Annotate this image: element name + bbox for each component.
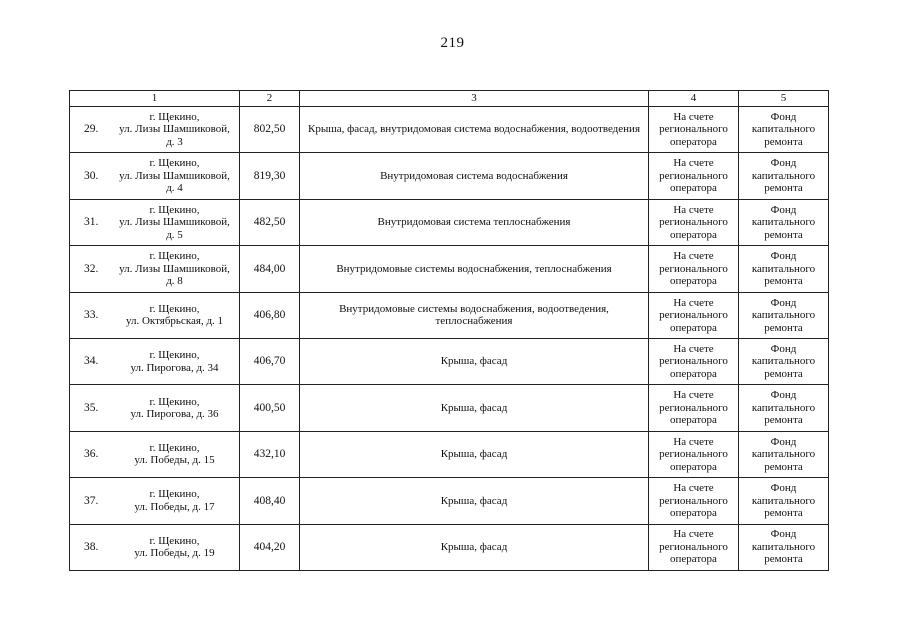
- funding-source-line: оператора: [670, 135, 717, 148]
- owner-line: Фонд: [770, 296, 797, 309]
- address-line: д. 5: [166, 228, 183, 241]
- funding-source-line: На счете: [673, 203, 714, 216]
- col-header-3: 3: [300, 91, 649, 107]
- area-cell: 819,30: [240, 153, 300, 199]
- address-cell-inner: [74, 396, 235, 421]
- owner-line: капитального: [751, 309, 816, 321]
- table-row: [70, 292, 829, 338]
- address-line: г. Щекино,: [149, 441, 200, 454]
- address-line: ул. Лизы Шамшиковой,: [119, 216, 230, 229]
- owner-cell: [739, 478, 829, 524]
- address-cell-inner: [74, 204, 235, 242]
- address-line: ул. Победы, д. 17: [134, 500, 215, 513]
- address-cell: [70, 107, 240, 153]
- address-cell-inner: [74, 111, 235, 149]
- owner-line: капитального: [751, 494, 816, 507]
- funding-source-line: На счете: [673, 528, 714, 541]
- address-text: [114, 250, 235, 288]
- funding-source-line: оператора: [670, 321, 717, 334]
- funding-source-line: На счете: [673, 435, 714, 448]
- funding-source-line: На счете: [673, 342, 714, 355]
- funding-source-cell: [649, 524, 739, 570]
- owner-line: ремонта: [764, 553, 803, 566]
- address-line: г. Щекино,: [149, 110, 200, 123]
- address-text: [114, 442, 235, 467]
- row-number: 34.: [84, 355, 99, 368]
- address-cell: [70, 153, 240, 199]
- table-row: [70, 246, 829, 292]
- funding-source-cell: [649, 385, 739, 431]
- address-line: ул. Пирогова, д. 36: [130, 408, 219, 421]
- owner-line: капитального: [751, 355, 816, 368]
- address-line: д. 3: [166, 135, 183, 148]
- address-line: ул. Лизы Шамшиковой,: [119, 123, 230, 136]
- page-number: 219: [440, 35, 465, 51]
- address-text: [114, 157, 235, 195]
- funding-source-line: На счете: [673, 389, 714, 402]
- owner-line: ремонта: [764, 135, 803, 148]
- owner-line: капитального: [751, 262, 816, 275]
- address-text: [114, 396, 235, 421]
- funding-source-line: На счете: [673, 157, 714, 170]
- address-line: ул. Лизы Шамшиковой,: [119, 169, 230, 182]
- table-row: [70, 153, 829, 199]
- owner-line: Фонд: [770, 389, 797, 402]
- area-cell: 432,10: [240, 431, 300, 477]
- area-cell: 406,80: [240, 292, 300, 338]
- works-cell: Крыша, фасад: [300, 431, 649, 477]
- address-cell: [70, 199, 240, 245]
- col-header-5: 5: [739, 91, 829, 107]
- address-cell: [70, 478, 240, 524]
- address-text: [114, 349, 235, 374]
- owner-line: Фонд: [770, 250, 797, 263]
- funding-source-cell: [649, 338, 739, 384]
- owner-cell: [739, 524, 829, 570]
- owner-line: капитального: [751, 169, 816, 182]
- area-cell: 408,40: [240, 478, 300, 524]
- works-cell: Крыша, фасад: [300, 478, 649, 524]
- works-cell: Внутридомовые системы водоснабжения, теплоснабжения: [300, 246, 649, 292]
- row-number: 31.: [84, 216, 99, 229]
- address-line: д. 4: [166, 182, 183, 195]
- address-line: г. Щекино,: [149, 302, 200, 315]
- table-row: [70, 431, 829, 477]
- works-cell: Крыша, фасад, внутридомовая система водоснабжения, водоотведения: [300, 107, 649, 153]
- funding-source-line: оператора: [670, 553, 717, 566]
- address-text: [114, 204, 235, 242]
- funding-source-line: регионального: [659, 494, 728, 507]
- address-line: г. Щекино,: [149, 203, 200, 216]
- area-cell: 484,00: [240, 246, 300, 292]
- address-text: [114, 488, 235, 513]
- table-row: [70, 478, 829, 524]
- area-cell: 802,50: [240, 107, 300, 153]
- address-line: ул. Победы, д. 19: [134, 547, 215, 560]
- funding-source-line: регионального: [659, 123, 728, 136]
- table-row: [70, 199, 829, 245]
- address-line: ул. Победы, д. 15: [134, 454, 215, 467]
- funding-source-line: оператора: [670, 228, 717, 241]
- owner-line: Фонд: [770, 435, 797, 448]
- address-line: г. Щекино,: [149, 534, 200, 547]
- funding-source-line: регионального: [659, 448, 728, 461]
- owner-cell: [739, 107, 829, 153]
- address-cell: [70, 338, 240, 384]
- funding-source-line: оператора: [670, 414, 717, 427]
- works-cell: Внутридомовая система водоснабжения: [300, 153, 649, 199]
- owner-line: капитального: [751, 448, 816, 461]
- col-header-2: 2: [240, 91, 300, 107]
- funding-source-cell: [649, 153, 739, 199]
- funding-source-cell: [649, 431, 739, 477]
- owner-line: Фонд: [770, 528, 797, 541]
- col-header-4: 4: [649, 91, 739, 107]
- address-text: [114, 111, 235, 149]
- funding-source-line: оператора: [670, 507, 717, 520]
- address-cell-inner: [74, 349, 235, 374]
- register-table: [69, 90, 829, 571]
- funding-source-line: оператора: [670, 182, 717, 195]
- row-number: 30.: [84, 169, 99, 182]
- owner-line: Фонд: [770, 157, 797, 170]
- address-cell-inner: [74, 535, 235, 560]
- address-text: [114, 303, 235, 328]
- owner-line: ремонта: [764, 507, 803, 520]
- address-line: ул. Лизы Шамшиковой,: [119, 262, 230, 275]
- address-cell: [70, 292, 240, 338]
- owner-cell: [739, 431, 829, 477]
- funding-source-cell: [649, 478, 739, 524]
- owner-line: капитального: [751, 216, 816, 229]
- header-row: [70, 91, 829, 107]
- funding-source-line: регионального: [659, 309, 728, 321]
- funding-source-line: регионального: [659, 262, 728, 275]
- funding-source-line: оператора: [670, 275, 717, 288]
- area-cell: 404,20: [240, 524, 300, 570]
- owner-line: ремонта: [764, 367, 803, 380]
- funding-source-cell: [649, 199, 739, 245]
- address-line: ул. Пирогова, д. 34: [130, 361, 219, 374]
- owner-cell: [739, 246, 829, 292]
- works-cell: Внутридомовые системы водоснабжения, водоотведения, теплоснабжения: [300, 292, 649, 338]
- address-cell-inner: [74, 157, 235, 195]
- row-number: 38.: [84, 540, 99, 553]
- area-cell: 482,50: [240, 199, 300, 245]
- address-cell: [70, 246, 240, 292]
- row-number: 33.: [84, 309, 99, 321]
- address-line: г. Щекино,: [149, 349, 200, 362]
- owner-line: ремонта: [764, 321, 803, 334]
- funding-source-line: регионального: [659, 540, 728, 553]
- works-cell: Крыша, фасад: [300, 385, 649, 431]
- owner-cell: [739, 385, 829, 431]
- address-cell-inner: [74, 442, 235, 467]
- owner-cell: [739, 153, 829, 199]
- owner-cell: [739, 292, 829, 338]
- works-cell: Крыша, фасад: [300, 338, 649, 384]
- owner-line: Фонд: [770, 342, 797, 355]
- funding-source-line: регионального: [659, 401, 728, 414]
- funding-source-line: регионального: [659, 216, 728, 229]
- owner-line: Фонд: [770, 482, 797, 495]
- funding-source-line: На счете: [673, 250, 714, 263]
- table-row: [70, 385, 829, 431]
- funding-source-cell: [649, 246, 739, 292]
- funding-source-line: оператора: [670, 367, 717, 380]
- owner-line: ремонта: [764, 460, 803, 473]
- col-header-1: 1: [70, 91, 240, 107]
- works-cell: Внутридомовая система теплоснабжения: [300, 199, 649, 245]
- owner-line: ремонта: [764, 414, 803, 427]
- address-cell: [70, 431, 240, 477]
- address-line: ул. Октябрьская, д. 1: [125, 315, 224, 328]
- funding-source-cell: [649, 292, 739, 338]
- row-number: 29.: [84, 123, 99, 136]
- area-cell: 400,50: [240, 385, 300, 431]
- address-line: г. Щекино,: [149, 488, 200, 501]
- owner-line: капитального: [751, 540, 816, 553]
- owner-line: ремонта: [764, 275, 803, 288]
- owner-line: капитального: [751, 401, 816, 414]
- address-cell: [70, 524, 240, 570]
- owner-cell: [739, 199, 829, 245]
- address-cell-inner: [74, 303, 235, 328]
- owner-line: ремонта: [764, 182, 803, 195]
- owner-line: капитального: [751, 123, 816, 136]
- funding-source-line: оператора: [670, 460, 717, 473]
- table-row: [70, 338, 829, 384]
- address-line: г. Щекино,: [149, 157, 200, 170]
- owner-line: Фонд: [770, 110, 797, 123]
- funding-source-cell: [649, 107, 739, 153]
- row-number: 37.: [84, 494, 99, 507]
- row-number: 36.: [84, 448, 99, 461]
- table-body: [70, 107, 829, 571]
- address-cell-inner: [74, 250, 235, 288]
- area-cell: 406,70: [240, 338, 300, 384]
- row-number: 32.: [84, 262, 99, 275]
- funding-source-line: регионального: [659, 355, 728, 368]
- address-text: [114, 535, 235, 560]
- works-cell: Крыша, фасад: [300, 524, 649, 570]
- funding-source-line: регионального: [659, 169, 728, 182]
- funding-source-line: На счете: [673, 482, 714, 495]
- owner-line: ремонта: [764, 228, 803, 241]
- address-cell-inner: [74, 488, 235, 513]
- table-row: [70, 524, 829, 570]
- address-line: г. Щекино,: [149, 395, 200, 408]
- owner-line: Фонд: [770, 203, 797, 216]
- address-cell: [70, 385, 240, 431]
- funding-source-line: На счете: [673, 296, 714, 309]
- row-number: 35.: [84, 401, 99, 414]
- funding-source-line: На счете: [673, 110, 714, 123]
- address-line: д. 8: [166, 275, 183, 288]
- address-line: г. Щекино,: [149, 250, 200, 263]
- owner-cell: [739, 338, 829, 384]
- table-row: [70, 107, 829, 153]
